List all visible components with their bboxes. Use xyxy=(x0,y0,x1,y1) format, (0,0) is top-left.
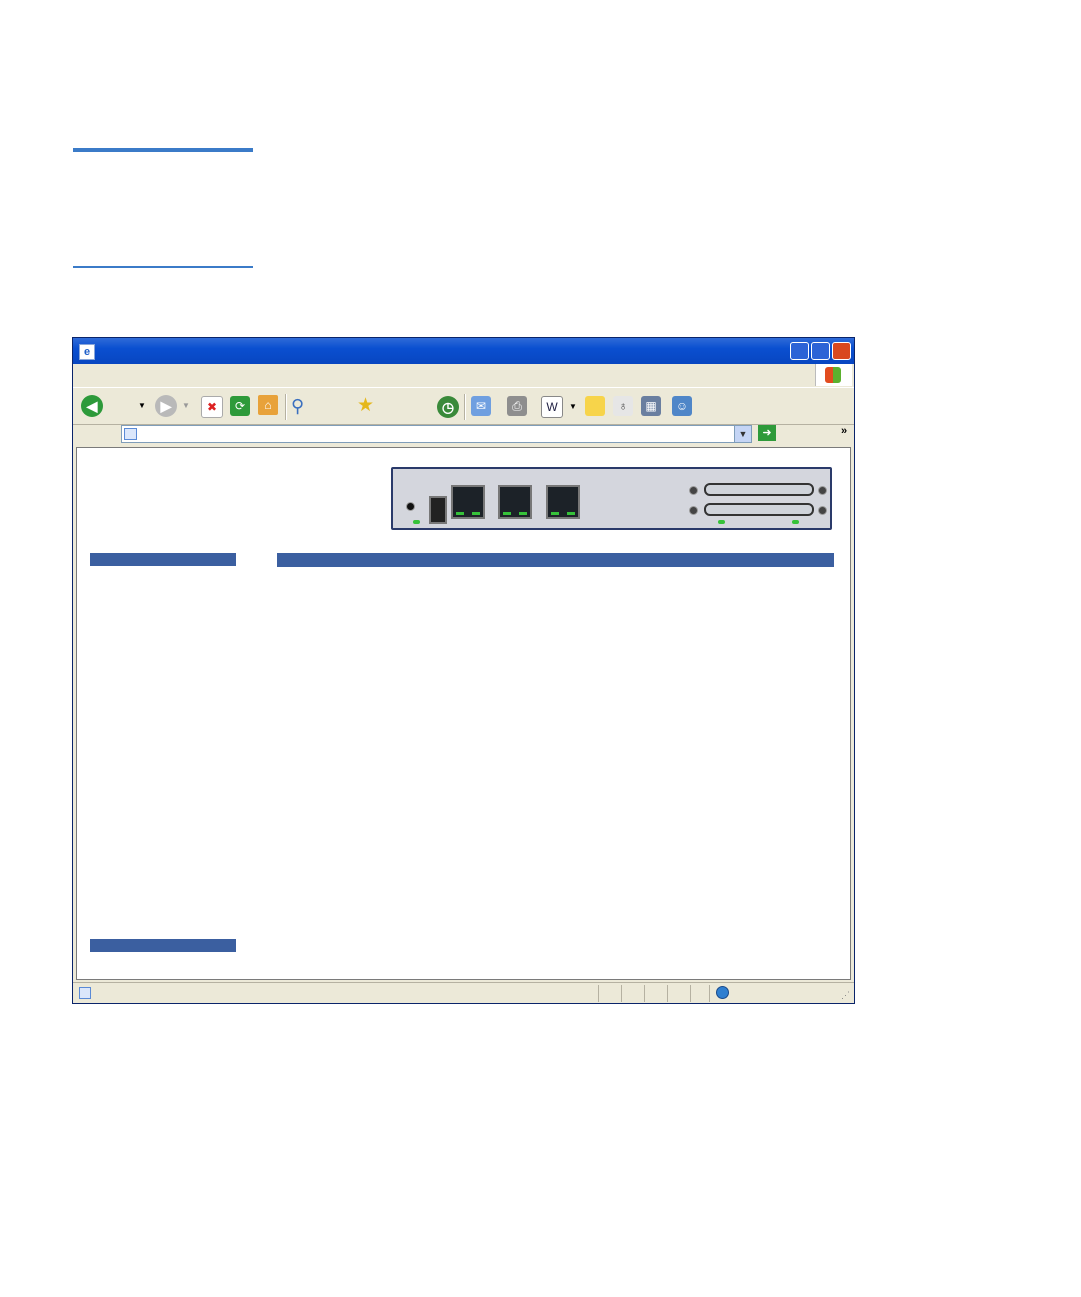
status-divider xyxy=(690,985,691,1002)
scsi-connector-0 xyxy=(704,503,814,516)
toolbar-separator xyxy=(285,394,287,420)
scsi-screw xyxy=(689,486,698,495)
star-icon: ★ xyxy=(357,395,375,416)
title-bar xyxy=(73,338,854,364)
device-front-panel xyxy=(391,467,832,530)
page-icon xyxy=(124,428,137,440)
favorites-button[interactable] xyxy=(357,394,429,418)
toolbar xyxy=(73,387,854,425)
messenger-icon[interactable]: ☺ xyxy=(672,396,692,416)
ie-page-icon: e xyxy=(79,344,95,360)
iscsi-port-1 xyxy=(546,485,580,519)
edit-word-icon[interactable]: W xyxy=(541,396,563,418)
status-divider xyxy=(644,985,645,1002)
top-rule xyxy=(73,148,253,152)
address-dropdown-icon[interactable]: ▼ xyxy=(734,426,751,442)
nav-header-bar xyxy=(90,553,236,566)
power-indicator xyxy=(406,502,415,511)
search-button[interactable] xyxy=(291,394,349,418)
event-log-title xyxy=(277,553,834,567)
close-button[interactable] xyxy=(832,342,851,360)
address-input[interactable] xyxy=(121,425,752,443)
status-bar xyxy=(73,982,854,1004)
scsi-screw xyxy=(818,486,827,495)
toolbar-separator xyxy=(464,394,466,420)
forward-dropdown-icon: ▼ xyxy=(182,401,190,410)
globe-icon xyxy=(716,986,729,999)
status-divider xyxy=(621,985,622,1002)
pwr-led xyxy=(413,520,420,524)
scsi-0-led xyxy=(718,520,725,524)
refresh-icon[interactable]: ⟳ xyxy=(230,396,250,416)
stop-icon[interactable]: ✖ xyxy=(201,396,223,418)
status-divider xyxy=(667,985,668,1002)
windows-flag-icon xyxy=(825,367,841,383)
resize-grip-icon[interactable]: ⋰ xyxy=(841,990,850,1000)
maximize-button[interactable] xyxy=(811,342,830,360)
search-icon: ⚲ xyxy=(291,396,305,416)
scsi-connector-1 xyxy=(704,483,814,496)
scsi-screw xyxy=(818,506,827,515)
nav-footer-bar xyxy=(90,939,236,952)
back-button[interactable] xyxy=(81,394,151,418)
address-bar xyxy=(73,424,854,446)
windows-logo xyxy=(815,364,852,386)
go-arrow-icon[interactable]: ➜ xyxy=(758,425,776,441)
research-icon[interactable]: ♁ xyxy=(613,396,633,416)
iscsi-port-0 xyxy=(498,485,532,519)
chevron-right-icon[interactable]: » xyxy=(841,425,848,437)
discuss-icon[interactable] xyxy=(585,396,605,416)
forward-arrow-icon: ▶ xyxy=(155,395,177,417)
menu-bar xyxy=(73,364,854,386)
back-dropdown-icon[interactable]: ▼ xyxy=(138,401,146,410)
history-icon[interactable]: ◷ xyxy=(437,396,459,418)
scsi-1-led xyxy=(792,520,799,524)
status-divider xyxy=(598,985,599,1002)
serial-port xyxy=(429,496,447,524)
print-icon[interactable]: ⎙ xyxy=(507,396,527,416)
management-port xyxy=(451,485,485,519)
section-rule xyxy=(73,266,253,268)
status-divider xyxy=(709,985,710,1002)
page-status-icon xyxy=(79,987,91,999)
page-viewport xyxy=(76,447,851,980)
forward-button[interactable] xyxy=(155,394,195,418)
minimize-button[interactable] xyxy=(790,342,809,360)
scsi-screw xyxy=(689,506,698,515)
edit-dropdown-icon[interactable]: ▼ xyxy=(569,402,577,411)
home-icon[interactable]: ⌂ xyxy=(258,395,278,415)
media-icon[interactable]: ▦ xyxy=(641,396,661,416)
mail-icon[interactable]: ✉ xyxy=(471,396,491,416)
browser-window xyxy=(72,337,855,1004)
back-arrow-icon: ◀ xyxy=(81,395,103,417)
